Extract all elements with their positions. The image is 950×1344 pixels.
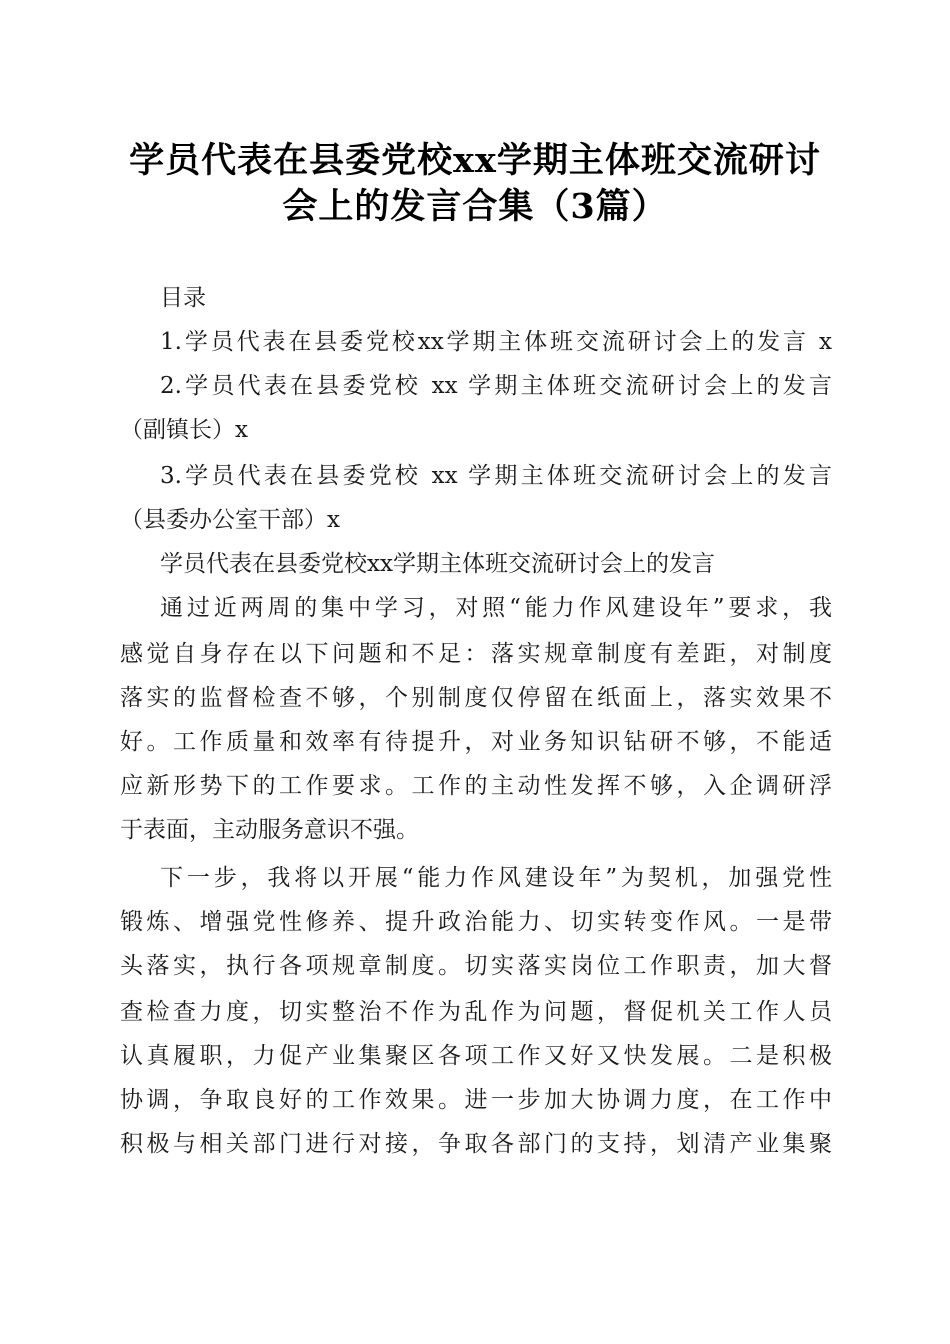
toc-item-2: 2.学员代表在县委党校 xx 学期主体班交流研讨会上的发言 <box>160 373 832 399</box>
para1-line: 于表面，主动服务意识不强。 <box>120 817 419 843</box>
para1-line: 感觉自身存在以下问题和不足：落实规章制度有差距，对制度 <box>120 641 832 667</box>
para2-line: 协调，争取良好的工作效果。进一步加大协调力度，在工作中 <box>120 1087 832 1113</box>
para2-line: 头落实，执行各项规章制度。切实落实岗位工作职责，加大督 <box>120 953 832 979</box>
toc-item-3-continued: （县委办公室干部）x <box>120 507 340 533</box>
toc-item-3: 3.学员代表在县委党校 xx 学期主体班交流研讨会上的发言 <box>160 463 832 489</box>
toc-item-1: 1.学员代表在县委党校xx学期主体班交流研讨会上的发言 x <box>160 329 832 355</box>
para1-line: 通过近两周的集中学习，对照“能力作风建设年”要求，我 <box>160 595 832 621</box>
document-title-line-1: 学员代表在县委党校xx学期主体班交流研讨 <box>129 140 821 181</box>
para2-line: 下一步，我将以开展“能力作风建设年”为契机，加强党性 <box>160 865 832 891</box>
para2-line: 积极与相关部门进行对接，争取各部门的支持，划清产业集聚 <box>120 1131 832 1157</box>
para1-line: 落实的监督检查不够，个别制度仅停留在纸面上，落实效果不 <box>120 685 832 711</box>
section-heading: 学员代表在县委党校xx学期主体班交流研讨会上的发言 <box>160 551 715 577</box>
para1-line: 好。工作质量和效率有待提升，对业务知识钻研不够，不能适 <box>120 729 832 755</box>
para2-line: 查检查力度，切实整治不作为乱作为问题，督促机关工作人员 <box>120 999 832 1025</box>
para2-line: 认真履职，力促产业集聚区各项工作又好又快发展。二是积极 <box>120 1043 832 1069</box>
para1-line: 应新形势下的工作要求。工作的主动性发挥不够，入企调研浮 <box>120 773 832 799</box>
toc-heading: 目录 <box>160 285 206 311</box>
document-title-line-2: 会上的发言合集（3篇） <box>282 186 668 227</box>
toc-item-2-continued: （副镇长）x <box>120 417 248 443</box>
para2-line: 锻炼、增强党性修养、提升政治能力、切实转变作风。一是带 <box>120 909 832 935</box>
